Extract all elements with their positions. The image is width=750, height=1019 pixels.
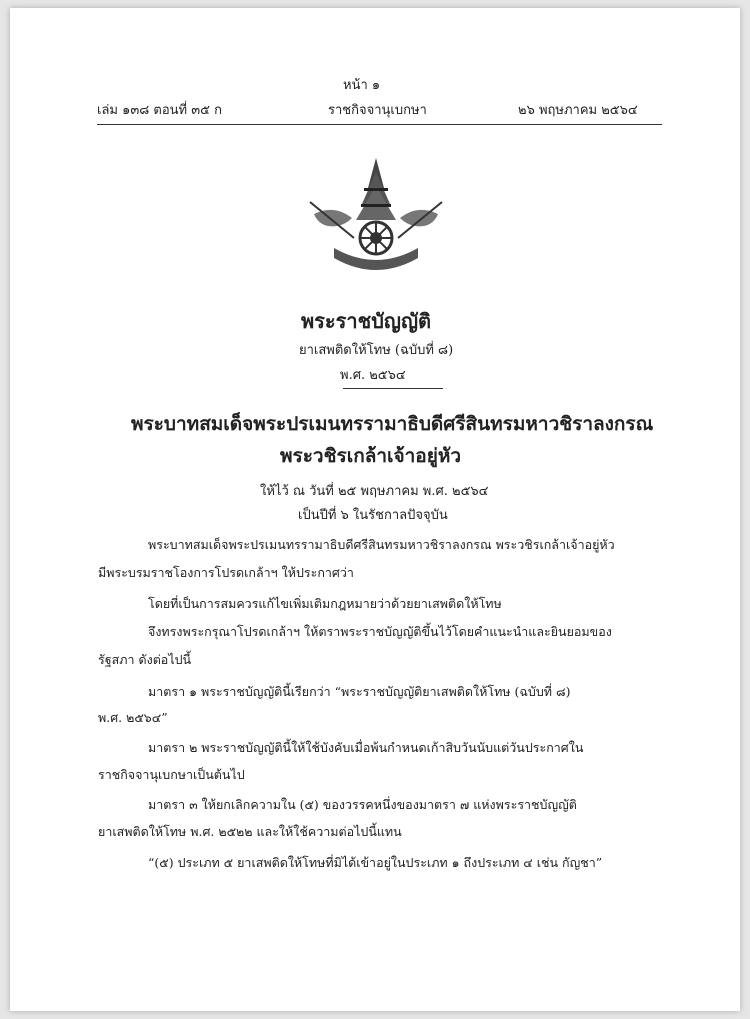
act-year: พ.ศ. ๒๕๖๔ [340, 368, 406, 383]
publication-date: ๒๖ พฤษภาคม ๒๕๖๔ [518, 103, 638, 118]
act-subtitle: ยาเสพติดให้โทษ (ฉบับที่ ๘) [299, 343, 454, 358]
given-date: ให้ไว้ ณ วันที่ ๒๕ พฤษภาคม พ.ศ. ๒๕๖๔ [260, 484, 489, 499]
amended-text: “(๕) ประเภท ๕ ยาเสพติดให้โทษที่มิได้เข้าอยู่ในประเภท ๑ ถึงประเภท ๔ เช่น กัญชา” [148, 855, 603, 870]
body-line: มีพระบรมราชโองการโปรดเกล้าฯ ให้ประกาศว่า [98, 565, 354, 580]
king-title-line2: พระวชิรเกล้าเจ้าอยู่หัว [280, 445, 462, 467]
volume-issue: เล่ม ๑๓๘ ตอนที่ ๓๕ ก [97, 103, 222, 118]
header-rule [97, 124, 662, 125]
reign-year: เป็นปีที่ ๖ ในรัชกาลปัจจุบัน [298, 508, 448, 523]
body-line: พ.ศ. ๒๕๖๔” [98, 710, 168, 725]
body-line: รัฐสภา ดังต่อไปนี้ [98, 652, 192, 667]
section-2: มาตรา ๒ พระราชบัญญัตินี้ให้ใช้บังคับเมื่อพ้นกำหนดเก้าสิบวันนับแต่วันประกาศใน [148, 740, 584, 755]
gazette-name: ราชกิจจานุเบกษา [328, 103, 427, 118]
body-line: ราชกิจจานุเบกษาเป็นต้นไป [98, 767, 245, 782]
section-1: มาตรา ๑ พระราชบัญญัตินี้เรียกว่า “พระราชบัญญัติยาเสพติดให้โทษ (ฉบับที่ ๘) [148, 684, 571, 699]
section-3: มาตรา ๓ ให้ยกเลิกความใน (๕) ของวรรคหนึ่งของมาตรา ๗ แห่งพระราชบัญญัติ [148, 797, 577, 812]
title-rule [343, 388, 443, 389]
royal-emblem-icon [306, 158, 446, 273]
page-number: หน้า ๑ [343, 78, 381, 93]
body-line: ยาเสพติดให้โทษ พ.ศ. ๒๕๒๒ และให้ใช้ความต่อไปนี้แทน [98, 824, 402, 839]
body-line: จึงทรงพระกรุณาโปรดเกล้าฯ ให้ตราพระราชบัญญัติขึ้นไว้โดยคำแนะนำและยินยอมของ [148, 624, 612, 639]
king-title-line1: พระบาทสมเด็จพระปรเมนทรรามาธิบดีศรีสินทรมหาวชิราลงกรณ [131, 413, 654, 435]
body-line: โดยที่เป็นการสมควรแก้ไขเพิ่มเติมกฎหมายว่าด้วยยาเสพติดให้โทษ [148, 596, 502, 611]
body-line: พระบาทสมเด็จพระปรเมนทรรามาธิบดีศรีสินทรมหาวชิราลงกรณ พระวชิรเกล้าเจ้าอยู่หัว [148, 537, 615, 552]
gazette-page [10, 8, 740, 1011]
act-title: พระราชบัญญัติ [301, 309, 431, 333]
